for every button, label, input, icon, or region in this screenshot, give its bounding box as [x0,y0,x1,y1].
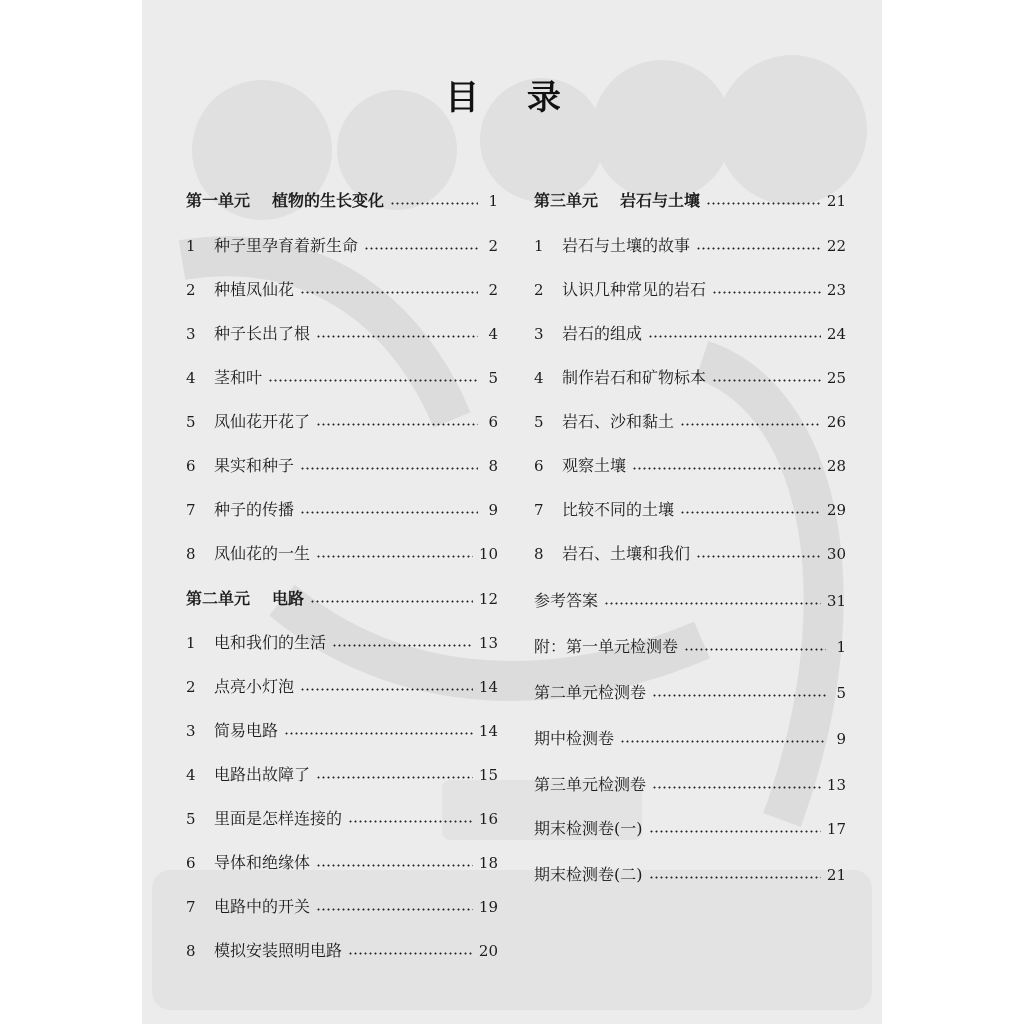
page-number: 25 [826,369,846,387]
toc-entry [186,497,498,523]
toc-entry [534,365,846,391]
entry-title: 果实和种子 [214,456,295,475]
leader-dots [316,852,473,868]
leader-dots [316,323,478,339]
toc-entry [186,806,498,832]
leader-dots [310,588,473,604]
leader-dots [364,235,478,251]
entry-title: 电路出故障了 [214,765,311,784]
entry-title: 参考答案 [534,591,599,610]
toc-entry [534,816,846,842]
leader-dots [680,499,821,515]
entry-number: 5 [186,413,196,431]
leader-dots [348,940,473,956]
page-number: 14 [478,722,498,740]
entry-title: 附：第一单元检测卷 [534,637,679,656]
leader-dots [604,590,821,606]
page-number: 16 [478,810,498,828]
entry-title: 第三单元 岩石与土壤 [534,191,701,210]
leader-dots [632,455,821,471]
entry-number: 4 [534,369,544,387]
entry-number: 4 [186,369,196,387]
entry-title: 期末检测卷(二) [534,865,643,884]
entry-title: 导体和绝缘体 [214,853,311,872]
toc-entry [186,762,498,788]
page-number: 18 [478,854,498,872]
page-number: 21 [826,866,846,884]
entry-number: 8 [534,545,544,563]
page-number: 15 [478,766,498,784]
entry-title: 种子的传播 [214,500,295,519]
entry-title: 模拟安装照明电路 [214,941,343,960]
page-number: 9 [836,730,846,748]
entry-number: 8 [186,942,196,960]
entry-number: 4 [186,766,196,784]
toc-unit-heading [186,188,498,214]
entry-title: 制作岩石和矿物标本 [562,368,707,387]
leader-dots [300,676,473,692]
entry-number: 3 [186,722,196,740]
page-number: 22 [826,237,846,255]
entry-number: 5 [186,810,196,828]
leader-dots [300,455,478,471]
toc-entry [534,862,846,888]
entry-title: 茎和叶 [214,368,263,387]
leader-dots [712,279,821,295]
toc-entry [186,277,498,303]
page-number: 9 [488,501,498,519]
leader-dots [712,367,821,383]
toc-entry [186,894,498,920]
entry-number: 6 [186,457,196,475]
entry-title: 岩石、土壤和我们 [562,544,691,563]
entry-title: 种植凤仙花 [214,280,295,299]
entry-number: 2 [186,678,196,696]
entry-title: 岩石、沙和黏土 [562,412,675,431]
entry-number: 3 [186,325,196,343]
toc-entry [186,365,498,391]
page-number: 29 [826,501,846,519]
leader-dots [300,499,478,515]
toc-entry [186,453,498,479]
toc-entry [534,588,846,614]
leader-dots [268,367,478,383]
entry-title: 凤仙花开花了 [214,412,311,431]
entry-title: 第三单元检测卷 [534,775,647,794]
toc-unit-heading [186,586,498,612]
toc-entry [186,630,498,656]
page-number: 2 [488,281,498,299]
toc-entry [534,772,846,798]
toc-entry [186,718,498,744]
page-title: 目 录 [445,78,579,118]
entry-title: 认识几种常见的岩石 [562,280,707,299]
leader-dots [316,896,473,912]
entry-number: 2 [186,281,196,299]
leader-dots [348,808,473,824]
leader-dots [390,190,478,206]
entry-title: 电路中的开关 [214,897,311,916]
entry-number: 5 [534,413,544,431]
entry-number: 1 [186,634,196,652]
page-number: 31 [826,592,846,610]
toc-entry [534,726,846,752]
entry-title: 种子里孕育着新生命 [214,236,359,255]
entry-title: 期末检测卷(一) [534,819,643,838]
entry-number: 7 [186,898,196,916]
toc-entry [534,453,846,479]
leader-dots [680,411,821,427]
toc-entry [534,541,846,567]
leader-dots [316,764,473,780]
page-number: 30 [826,545,846,563]
toc-unit-heading [534,188,846,214]
entry-title: 比较不同的土壤 [562,500,675,519]
entry-title: 岩石与土壤的故事 [562,236,691,255]
entry-title: 第二单元检测卷 [534,683,647,702]
leader-dots [300,279,478,295]
entry-title: 凤仙花的一生 [214,544,311,563]
toc-entry [534,497,846,523]
page-number: 20 [478,942,498,960]
toc-entry [534,277,846,303]
toc-entry [534,409,846,435]
leader-dots [332,632,473,648]
page-number: 12 [478,590,498,608]
entry-number: 6 [534,457,544,475]
page-number: 1 [488,192,498,210]
entry-title: 观察土壤 [562,456,627,475]
toc-entry [186,233,498,259]
page-number: 19 [478,898,498,916]
entry-title: 期中检测卷 [534,729,615,748]
leader-dots [316,543,473,559]
page-number: 21 [826,192,846,210]
page-number: 17 [826,820,846,838]
toc-entry [186,938,498,964]
entry-title: 种子长出了根 [214,324,311,343]
page-number: 24 [826,325,846,343]
leader-dots [316,411,478,427]
leader-dots [284,720,473,736]
leader-dots [648,323,821,339]
page-number: 6 [488,413,498,431]
leader-dots [649,818,821,834]
entry-number: 6 [186,854,196,872]
entry-number: 2 [534,281,544,299]
toc-entry [186,409,498,435]
leader-dots [696,235,821,251]
leader-dots [652,774,821,790]
entry-title: 简易电路 [214,721,279,740]
page-number: 5 [488,369,498,387]
toc-entry [186,850,498,876]
leader-dots [649,864,821,880]
page-number: 8 [488,457,498,475]
toc-entry [186,674,498,700]
entry-title: 岩石的组成 [562,324,643,343]
leader-dots [706,190,821,206]
entry-number: 7 [186,501,196,519]
page-number: 14 [478,678,498,696]
document-page [142,0,882,1024]
entry-number: 7 [534,501,544,519]
entry-title: 电和我们的生活 [214,633,327,652]
page-number: 2 [488,237,498,255]
page-number: 5 [836,684,846,702]
toc-entry [186,321,498,347]
page-number: 13 [478,634,498,652]
leader-dots [620,728,826,744]
leader-dots [696,543,821,559]
page-number: 1 [836,638,846,656]
page-number: 10 [478,545,498,563]
page-number: 26 [826,413,846,431]
toc-entry [534,321,846,347]
page-number: 13 [826,776,846,794]
toc-entry [534,680,846,706]
leader-dots [684,636,826,652]
leader-dots [652,682,826,698]
entry-title: 第一单元 植物的生长变化 [186,191,385,210]
entry-number: 8 [186,545,196,563]
entry-number: 3 [534,325,544,343]
toc-entry [186,541,498,567]
entry-title: 第二单元 电路 [186,589,305,608]
entry-number: 1 [186,237,196,255]
entry-number: 1 [534,237,544,255]
toc-entry [534,233,846,259]
page-number: 23 [826,281,846,299]
toc-entry [534,634,846,660]
page-number: 28 [826,457,846,475]
page-number: 4 [488,325,498,343]
entry-title: 里面是怎样连接的 [214,809,343,828]
entry-title: 点亮小灯泡 [214,677,295,696]
